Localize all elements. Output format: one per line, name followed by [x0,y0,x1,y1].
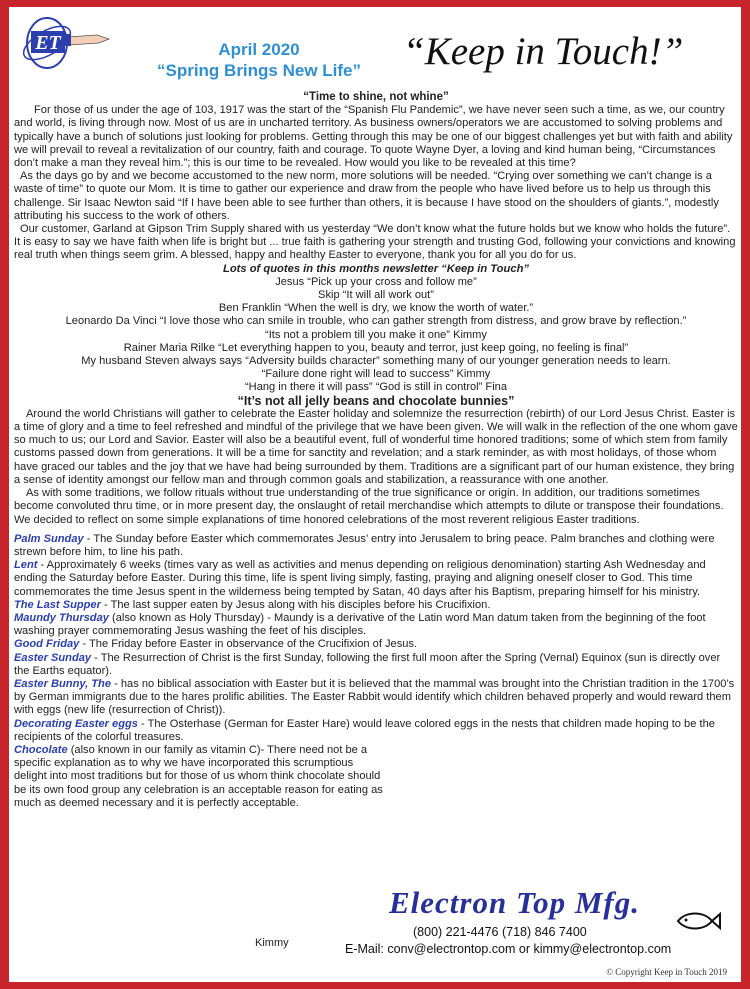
definition-term: Easter Bunny, The [14,677,111,690]
definition-term: Decorating Easter eggs [14,717,138,730]
definition-item [14,559,738,599]
company-name: Electron Top Mfg. [389,885,640,920]
definition-text: (also known in our family as vitamin C)- There need not be a specific explanation as to why we have incorporated this scrumptious delight into most traditions but for those of us whom think chocolate should be its own food group any celebration is an acceptable reason for eating as much as deemed necessary and it is perfectly acceptable. [14,743,383,809]
definition-item [14,652,738,678]
quotes-list [14,276,738,395]
definition-text: - The Friday before Easter in observance of the Crucifixion of Jesus. [79,638,418,651]
issue-date: April 2020 [218,40,300,59]
definition-text: - has no biblical association with Easter but it is believed that the mammal was brought into the Christian tradition in the 1700’s by German immigrants due to the hares prolific abilities. The Easter Rabbit would identify which children behaved properly and would reward them with eggs (new life (resurrection of Christ)). [14,677,735,717]
definition-term: Palm Sunday [14,532,84,545]
definition-term: The Last Supper [14,598,101,611]
definition-text: - The Resurrection of Christ is the first Sunday, following the first full moon after the Spring (Vernal) Equinox (sun is directly over the Earths equator). [14,651,721,677]
email-addresses: E-Mail: conv@electrontop.com or kimmy@electrontop.com [345,942,672,956]
definition-term: Maundy Thursday [14,611,109,624]
section1-paragraph: As the days go by and we become accustomed to the new norm, more solutions will be needed. “Crying over something we can’t change is a waste of time” to quote our Mom. It is time to gather our experience and draw from the people who have lived before us to help us through this challenge. Sir Isaac Newton said “If I have been able to see further than others, it is because I have stood on the shoulders of giants.”, modestly attributing his success to the work of others. [14,170,719,222]
definition-item [14,612,738,638]
definition-term: Chocolate [14,743,68,756]
definition-text: - The Osterhase (German for Easter Hare) would leave colored eggs in the nests that children made hoping to be the recipients of the colorful treasures. [14,717,715,743]
copyright: © Copyright Keep in Touch 2019 [606,967,727,977]
definition-text: - Approximately 6 weeks (times vary as well as activities and menus depending on religious denomination) starting Ash Wednesday and ending the Saturday before Easter. During this time, life is spent living simply, fasting, praying and aligning oneself closer to God. This time commemorates the time Jesus spent in the wilderness being tempted by Satan, 40 days after his Baptism, preparing himself for his ministry. [14,559,706,598]
quote-item: Ben Franklin “When the well is dry, we know the worth of water.” [218,302,534,315]
newsletter-page [9,7,741,982]
newsletter-title: “Keep in Touch!” [403,30,684,73]
section1-paragraph: Our customer, Garland at Gipson Trim Supply shared with us yesterday “We don’t know what the future holds but we know who holds the future”. It is easy to say we have faith when life is bright but ... true faith is gathering your strength and trusting God, following your convictions and knowing real truth when things seem grim. A blessed, happy and healthy Easter to everyone, thank you for all you do for us. [14,223,736,262]
electron-top-logo [19,15,119,71]
fish-icon [674,909,722,933]
quote-item: Leonardo Da Vinci “I love those who can smile in trouble, who can gather strength from distress, and grow brave by reflection.” [65,315,687,328]
masthead [109,39,409,81]
definition-item [14,638,738,651]
quote-item: “Its not a problem till you make it one” Kimmy [265,328,487,341]
definition-item [14,678,738,718]
quote-item: Rainer Maria Rilke “Let everything happen to you, beauty and terror, just keep going, no feeling is final” [123,341,629,354]
quote-item: “Failure done right will lead to success” Kimmy [261,368,491,381]
section2-heading: “It’s not all jelly beans and chocolate bunnies” [237,393,515,408]
definition-term: Lent [14,559,38,572]
section1-paragraph: For those of us under the age of 103, 1917 was the start of the “Spanish Flu Pandemic”, we have never seen such a time, as we, our country and world, is living through now. Most of us are in uncharted territory. As business owners/operators we are accustomed to solving problems and typically have a bunch of solutions just looking for problems. Getting through this may be one of our biggest challenges yet but with faith and ability we will prevail to reveal a revitalization of our country, faith and courage. To quote Wayne Dyer, a loving and kind human being, “Circumstances don’t make a man they reveal him.”; this is our time to be revealed. How would you like to be revealed at this time? [14,104,733,170]
newsletter-body [14,91,738,810]
quotes-heading: Lots of quotes in this months newsletter “Keep in Touch” [222,262,529,275]
signature: Kimmy [255,937,289,949]
logo-lettering: ET [35,32,61,54]
quote-item: Skip “It will all work out” [318,289,434,302]
definition-item [14,599,738,612]
definition-item [14,718,738,744]
definition-term: Easter Sunday [14,651,92,664]
quote-item: Jesus “Pick up your cross and follow me” [275,275,477,288]
definition-item [14,533,738,559]
definition-item-chocolate [14,744,384,810]
phone-numbers: (800) 221-4476 (718) 846 7400 [413,925,587,939]
issue-theme: “Spring Brings New Life” [156,61,362,80]
section2-paragraph: Around the world Christians will gather to celebrate the Easter holiday and solemnize the resurrection (rebirth) of our Lord Jesus Christ. Easter is a time of glory and a time to feel refreshed and mindful of the privilege that we have been given. We will walk in the reflection of the one whom gave so much to us; our Lord and Savior. Easter will also be a beautiful event, full of wonderful time honored traditions; some of which stem from family customs passed down from generations. It will be a time for sanctity and revelation; and a stark reminder, as with most holidays, of those whom have graced our tables and the joy that we have had being surrounded by them. Traditions are a significant part of our human existence, they bring a sense of identity amongst our fellow man and through common goals and stabilization, a reassurance with one another. [14,407,738,486]
quote-item: My husband Steven always says “Adversity builds character” something many of our younger generation needs to learn. [81,355,671,368]
section1-heading: “Time to shine, not whine” [303,91,449,103]
definition-term: Good Friday [14,638,80,651]
quote-item: “Hang in there it will pass” “God is still in control” Fina [244,381,508,394]
definition-text: (also known as Holy Thursday) - Maundy is a derivative of the Latin word Man datum taken from the beginning of the foot washing prayer commemorating Jesus washing the feet of his disciples. [14,611,706,638]
definition-text: - The last supper eaten by Jesus along with his disciples before his Crucifixion. [100,598,491,611]
section2-paragraph: As with some traditions, we follow rituals without true understanding of the true significance or origin. In addition, our traditions sometimes become convoluted thru time, or in more present day, the onslaught of retail merchandise which attempts to dilute or transpose their foundations. We decided to reflect on some simple explanations of time honored celebrations of the most reverent religious Easter traditions. [14,487,724,526]
definition-text: - The Sunday before Easter which commemorates Jesus’ entry into Jerusalem to bring peace. Palm branches and clothing were strewn before him, to line his path. [14,532,715,558]
